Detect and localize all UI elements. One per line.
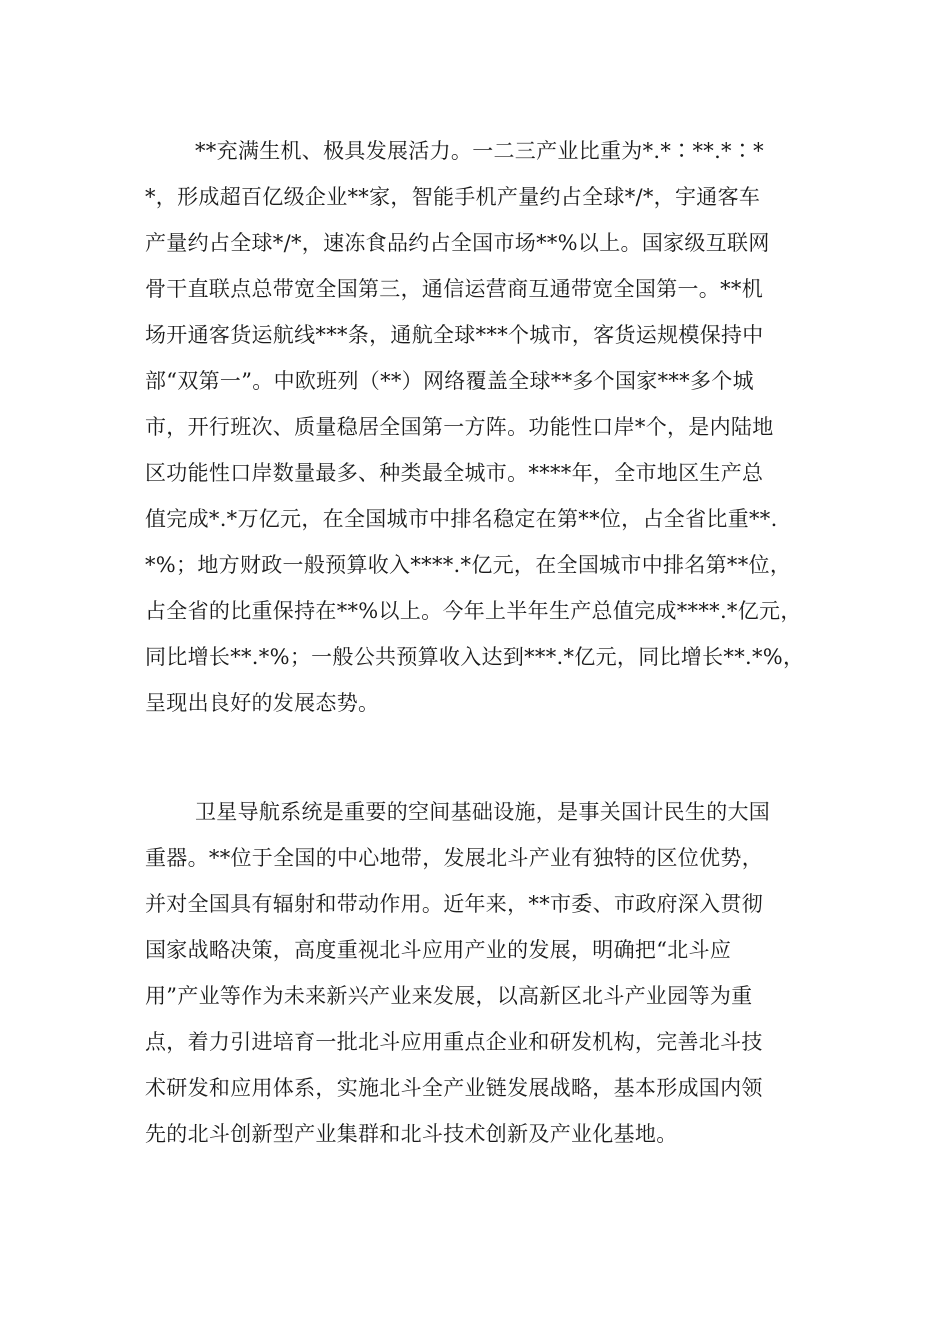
text-line: 用”产业等作为未来新兴产业来发展，以高新区北斗产业园等为重	[145, 984, 753, 1008]
text-line: 占全省的比重保持在**%以上。今年上半年生产总值完成****.*亿元，	[145, 599, 802, 623]
text-line: 产量约占全球*/*，速冻食品约占全国市场**%以上。国家级互联网	[145, 231, 770, 255]
text-line: 场开通客货运航线***条，通航全球***个城市，客货运规模保持中	[145, 323, 764, 347]
text-line: 点，着力引进培育一批北斗应用重点企业和研发机构，完善北斗技	[145, 1030, 763, 1054]
text-line: 卫星导航系统是重要的空间基础设施，是事关国计民生的大国	[195, 800, 771, 824]
text-line: 骨干直联点总带宽全国第三，通信运营商互通带宽全国第一。**机	[145, 277, 763, 301]
text-line: 并对全国具有辐射和带动作用。近年来，**市委、市政府深入贯彻	[145, 892, 763, 916]
text-line: *%；地方财政一般预算收入****.*亿元，在全国城市中排名第**位，	[145, 553, 792, 577]
text-line: 术研发和应用体系，实施北斗全产业链发展战略，基本形成国内领	[145, 1076, 763, 1100]
text-line: *，形成超百亿级企业**家，智能手机产量约占全球*/*，宇通客车	[145, 185, 761, 209]
text-line: 区功能性口岸数量最多、种类最全城市。****年，全市地区生产总	[145, 461, 764, 485]
text-line: 先的北斗创新型产业集群和北斗技术创新及产业化基地。	[145, 1122, 678, 1146]
text-line: **充满生机、极具发展活力。一二三产业比重为*.*∶**.*∶*	[195, 139, 764, 163]
text-line: 市，开行班次、质量稳居全国第一方阵。功能性口岸*个，是内陆地	[145, 415, 774, 439]
text-line: 国家战略决策，高度重视北斗应用产业的发展，明确把“北斗应	[145, 938, 732, 962]
text-line: 呈现出良好的发展态势。	[145, 691, 380, 715]
text-line: 值完成*.*万亿元，在全国城市中排名稳定在第**位，占全省比重**.	[145, 507, 778, 531]
text-line: 同比增长**.*%；一般公共预算收入达到***.*亿元，同比增长**.*%，	[145, 645, 805, 669]
text-line: 重器。**位于全国的中心地带，发展北斗产业有独特的区位优势，	[145, 846, 763, 870]
text-line: 部“双第一”。中欧班列（**）网络覆盖全球**多个国家***多个城	[145, 369, 754, 393]
